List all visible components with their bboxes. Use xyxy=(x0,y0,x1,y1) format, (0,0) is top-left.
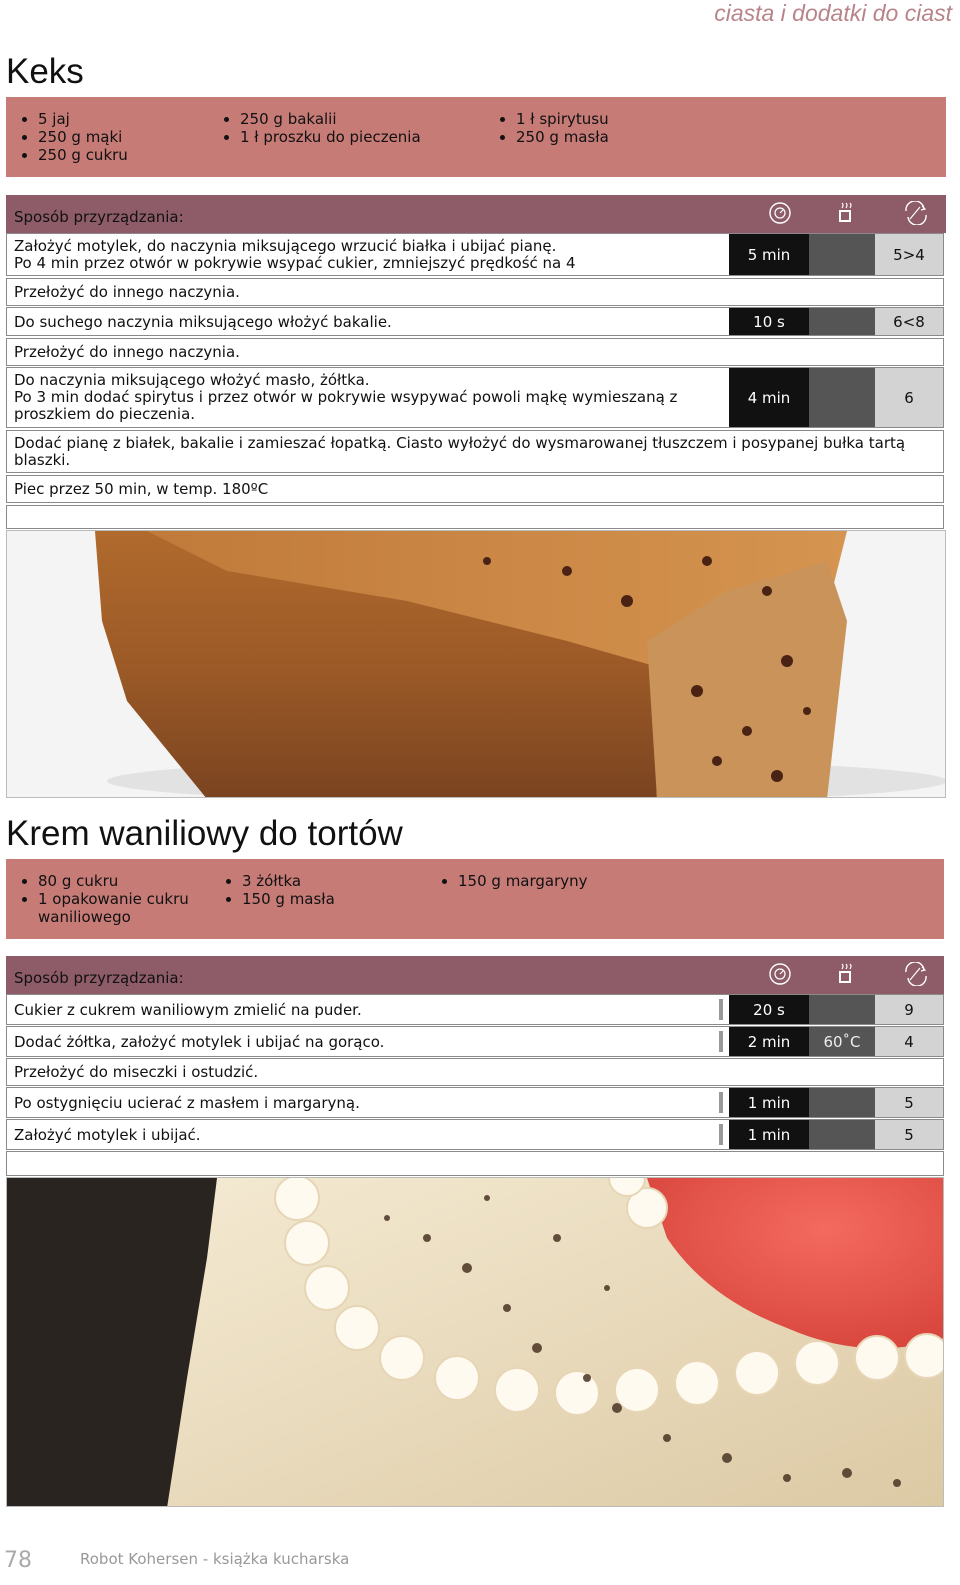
ingredients-col-1 xyxy=(12,872,224,926)
step-text: Przełożyć do innego naczynia. xyxy=(14,343,240,361)
temperature-cell xyxy=(809,234,875,275)
krem-image xyxy=(7,1178,944,1507)
ingredients-col-3 xyxy=(432,872,698,890)
speed-icon xyxy=(902,201,930,225)
method-header-keks xyxy=(6,195,946,233)
time-cell: 10 s xyxy=(729,308,809,335)
time-cell: 4 min xyxy=(729,368,809,427)
step-row xyxy=(6,367,944,428)
method-label: Sposób przyrządzania: xyxy=(14,969,184,987)
spacer-row xyxy=(6,1151,944,1176)
temperature-cell xyxy=(809,368,875,427)
step-row xyxy=(6,338,944,366)
keks-image xyxy=(7,531,946,798)
bowl-heat-icon xyxy=(834,962,858,986)
speed-cell: 4 xyxy=(875,1027,943,1056)
method-label: Sposób przyrządzania: xyxy=(14,208,184,226)
ingredient-item: • 1 opakowanie cukru waniliowego xyxy=(38,890,224,926)
step-text: Założyć motylek i ubijać. xyxy=(14,1126,201,1144)
step-row xyxy=(6,1087,944,1118)
ingredients-col-1 xyxy=(12,110,238,164)
ingredient-item: • 250 g mąki xyxy=(38,128,238,146)
temperature-cell xyxy=(809,995,875,1024)
ingredient-item: • 80 g cukru xyxy=(38,872,224,890)
ingredients-panel-keks xyxy=(6,97,946,177)
time-cell: 1 min xyxy=(729,1120,809,1149)
temperature-cell xyxy=(809,1088,875,1117)
speed-cell: 6 xyxy=(875,368,943,427)
step-row xyxy=(6,307,944,336)
speed-icon xyxy=(902,962,930,986)
ingredients-col-2 xyxy=(214,110,500,146)
step-row xyxy=(6,475,944,503)
time-cell: 2 min xyxy=(729,1027,809,1056)
ingredient-item: • 250 g bakalii xyxy=(240,110,500,128)
ingredients-col-2 xyxy=(216,872,442,908)
row-marker xyxy=(719,999,723,1020)
step-row xyxy=(6,994,944,1025)
step-text: Założyć motylek, do naczynia miksującego wrzucić białka i ubijać pianę. Po 4 min przez otwór w pokrywie wsypać cukier, zmniejszyć prędkość na 4 xyxy=(14,237,576,272)
row-marker xyxy=(719,1031,723,1052)
keks-photo xyxy=(6,530,946,798)
step-text: Przełożyć do miseczki i ostudzić. xyxy=(14,1063,259,1081)
temperature-cell xyxy=(809,1120,875,1149)
timer-icon xyxy=(768,201,792,225)
row-marker xyxy=(719,1092,723,1113)
step-row xyxy=(6,233,944,276)
step-text: Do naczynia miksującego włożyć masło, żółtka. Po 3 min dodać spirytus i przez otwór w pokrywie wsypywać powoli mąkę wymieszaną z proszkiem do pieczenia. xyxy=(14,371,678,423)
ingredient-item: • 250 g cukru xyxy=(38,146,238,164)
speed-cell: 5 xyxy=(875,1088,943,1117)
ingredient-item: • 3 żółtka xyxy=(242,872,442,890)
step-text: Cukier z cukrem waniliowym zmielić na puder. xyxy=(14,1001,362,1019)
method-header-krem xyxy=(6,956,944,994)
step-settings xyxy=(729,368,943,427)
step-text: Piec przez 50 min, w temp. 180ºC xyxy=(14,480,269,498)
speed-cell: 5>4 xyxy=(875,234,943,275)
section-category: ciasta i dodatki do ciast xyxy=(714,0,952,26)
bowl-heat-icon xyxy=(834,201,858,225)
step-row xyxy=(6,1119,944,1150)
step-row xyxy=(6,278,944,306)
step-settings xyxy=(729,234,943,275)
ingredients-col-3 xyxy=(490,110,756,146)
step-settings xyxy=(729,995,943,1024)
step-row xyxy=(6,430,944,473)
spacer-row xyxy=(6,505,944,529)
time-cell: 20 s xyxy=(729,995,809,1024)
time-cell: 5 min xyxy=(729,234,809,275)
ingredient-item: • 150 g masła xyxy=(242,890,442,908)
step-text: Po ostygnięciu ucierać z masłem i margaryną. xyxy=(14,1094,360,1112)
recipe-title-krem: Krem waniliowy do tortów xyxy=(6,814,403,853)
time-cell: 1 min xyxy=(729,1088,809,1117)
book-title: Robot Kohersen - książka kucharska xyxy=(80,1550,350,1568)
speed-cell: 5 xyxy=(875,1120,943,1149)
temperature-cell xyxy=(809,308,875,335)
recipe-title-keks: Keks xyxy=(6,52,84,91)
ingredients-panel-krem xyxy=(6,859,944,939)
page-number: 78 xyxy=(4,1548,32,1573)
step-row xyxy=(6,1026,944,1057)
timer-icon xyxy=(768,962,792,986)
ingredient-item: • 250 g masła xyxy=(516,128,756,146)
ingredient-item: • 5 jaj xyxy=(38,110,238,128)
speed-cell: 9 xyxy=(875,995,943,1024)
step-text: Dodać żółtka, założyć motylek i ubijać na gorąco. xyxy=(14,1033,385,1051)
step-text: Do suchego naczynia miksującego włożyć bakalie. xyxy=(14,313,392,331)
ingredient-item: • 150 g margaryny xyxy=(458,872,698,890)
ingredient-item: • 1 ł proszku do pieczenia xyxy=(240,128,500,146)
step-settings xyxy=(729,308,943,335)
step-row xyxy=(6,1058,944,1086)
step-settings xyxy=(729,1088,943,1117)
step-settings xyxy=(729,1120,943,1149)
row-marker xyxy=(719,1124,723,1145)
step-text: Dodać pianę z białek, bakalie i zamieszać łopatką. Ciasto wyłożyć do wysmarowanej tłuszczem i posypanej bułka tartą blaszki. xyxy=(14,434,906,469)
step-settings xyxy=(729,1027,943,1056)
krem-photo xyxy=(6,1177,944,1507)
temperature-cell: 60˚C xyxy=(809,1027,875,1056)
speed-cell: 6<8 xyxy=(875,308,943,335)
step-text: Przełożyć do innego naczynia. xyxy=(14,283,240,301)
ingredient-item: • 1 ł spirytusu xyxy=(516,110,756,128)
